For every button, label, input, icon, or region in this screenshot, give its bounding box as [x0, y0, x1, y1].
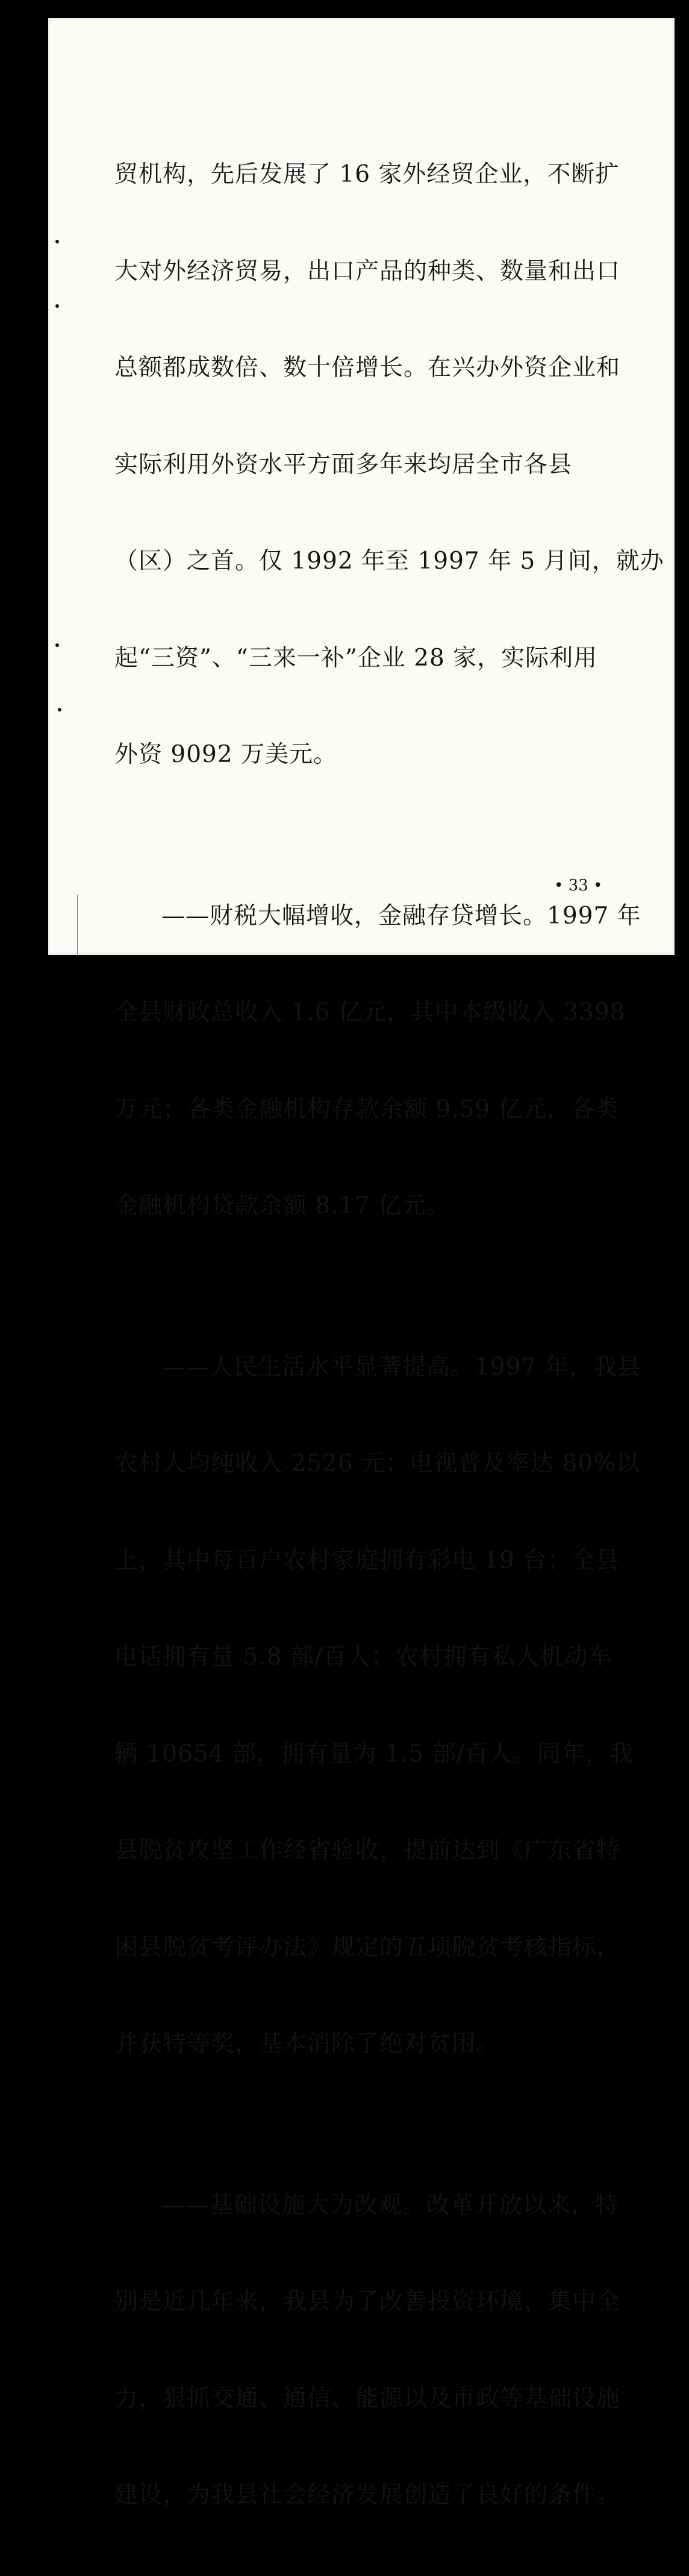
text-line: ——财税大幅增收，金融存贷增长。1997 年 — [161, 902, 641, 930]
text-line: 并获特等奖，基本消除了绝对贫困。 — [114, 2030, 500, 2057]
text-line: 上，其中每百户农村家庭拥有彩电 19 台；全县 — [114, 1546, 620, 1574]
text-line: 全县财政总收入 1.6 亿元，其中本级收入 3398 — [114, 999, 626, 1026]
text-line: 建设，为我县社会经济发展创造了良好的条件。 — [114, 2481, 621, 2509]
text-line: 电话拥有量 5.8 部/百人；农村拥有私人机动车 — [114, 1643, 612, 1671]
text-line: 力，狠抓交通、通信、能源以及市政等基础设施 — [114, 2384, 621, 2412]
binding-hole-mark — [55, 643, 59, 647]
text-line: 贸机构，先后发展了 16 家外经贸企业，不断扩 — [114, 161, 620, 188]
binding-hole-mark — [55, 240, 59, 243]
text-line: 总额都成数倍、数十倍增长。在兴办外资企业和 — [114, 354, 621, 381]
binding-hole-mark — [55, 304, 59, 308]
paragraph-infrastructure — [114, 2125, 620, 2576]
text-line: 起“三资”、“三来一补”企业 28 家，实际利用 — [114, 644, 598, 672]
margin-rule — [77, 895, 78, 955]
text-line: （区）之首。仅 1992 年至 1997 年 5 月间，就办 — [114, 548, 664, 575]
top-scan-border — [48, 0, 689, 18]
page-number: • 33 • — [554, 877, 603, 895]
body-text — [114, 94, 664, 2576]
text-line: 金融机构贷款余额 8.17 亿元。 — [114, 1192, 450, 1219]
text-line: 县脱贫攻坚工作经省验收，提前达到《广东省特 — [114, 1837, 621, 1864]
text-line: 别是近几年来，我县为了改善投资环境，集中全 — [114, 2288, 621, 2315]
paragraph-finance — [114, 836, 641, 1287]
text-line: ——基础设施大为改观。改革开放以来，特 — [161, 2191, 620, 2219]
text-line: 农村人均纯收入 2526 元；电视普及率达 80%以 — [114, 1450, 641, 1477]
binding-hole-mark — [58, 708, 61, 711]
text-line: 辆 10654 部，拥有量为 1.5 部/百人。同年，我 — [114, 1740, 634, 1768]
text-line: ——人民生活水平显著提高。1997 年，我县 — [161, 1353, 641, 1381]
paragraph-living-standard — [114, 1287, 641, 2125]
text-line: 大对外经济贸易，出口产品的种类、数量和出口 — [114, 257, 621, 285]
paragraph-foreign-trade — [114, 94, 664, 836]
text-line: 外资 9092 万美元。 — [114, 741, 338, 768]
text-line: 万元；各类金融机构存款余额 9.59 亿元，各类 — [114, 1095, 619, 1123]
text-line: 困县脱贫考评办法》规定的五项脱贫考核指标， — [114, 1933, 621, 1961]
text-line: 实际利用外资水平方面多年来均居全市各县 — [114, 451, 573, 478]
right-scan-border — [682, 0, 689, 963]
